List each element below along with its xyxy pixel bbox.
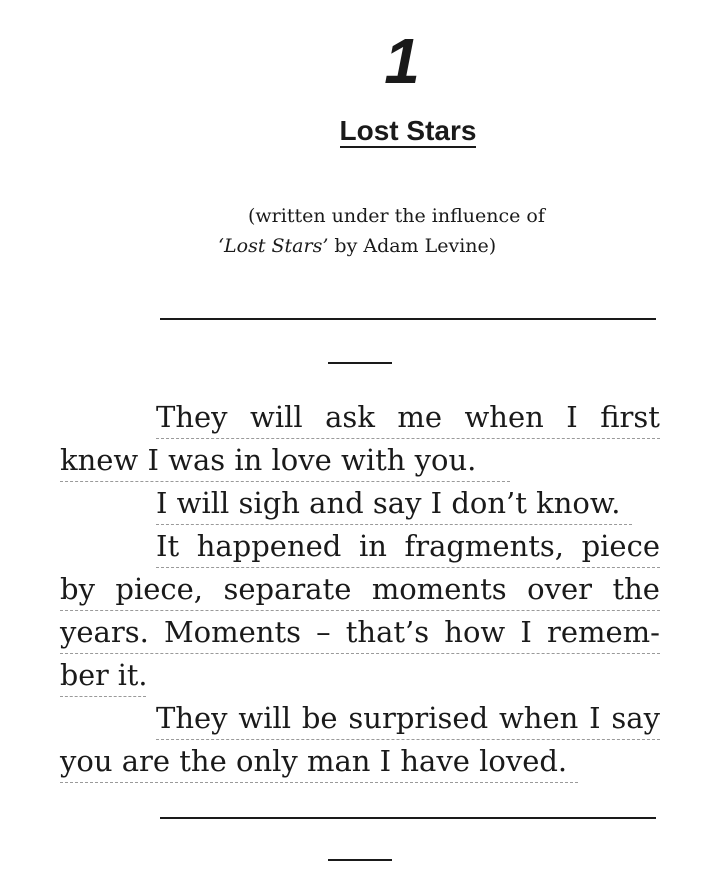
section-rule-short — [328, 362, 392, 364]
word: first — [600, 400, 660, 434]
word: when — [498, 701, 579, 735]
word: will — [250, 400, 303, 434]
body-line-5 — [60, 568, 660, 611]
word: over — [527, 572, 592, 606]
word: I — [566, 400, 578, 434]
body-line-8 — [156, 697, 660, 740]
word: – — [316, 615, 331, 649]
section-rule-long — [160, 318, 656, 320]
word: I — [520, 615, 532, 649]
section-rule-short-bottom — [328, 859, 392, 861]
word: surprised — [348, 701, 489, 735]
epigraph-song-title: ‘Lost Stars’ — [218, 235, 329, 257]
chapter-number: 1 — [384, 25, 420, 97]
word: how — [444, 615, 506, 649]
word: I — [589, 701, 601, 735]
word: me — [397, 400, 443, 434]
body-line-9: you are the only man I have loved. — [60, 740, 578, 783]
word: remem- — [547, 615, 660, 649]
word: fragments, — [404, 529, 565, 563]
epigraph-line-1: (written under the influence of — [248, 205, 545, 227]
body-line-1 — [156, 396, 660, 439]
word: happened — [196, 529, 342, 563]
word: by — [60, 572, 95, 606]
word: It — [156, 529, 180, 563]
word: that’s — [345, 615, 430, 649]
word: They — [156, 400, 228, 434]
word: piece — [581, 529, 660, 563]
epigraph-attribution: by Adam Levine) — [328, 235, 497, 257]
body-line-2: knew I was in love with you. — [60, 439, 510, 482]
word: years. — [60, 615, 149, 649]
epigraph-line-2 — [218, 231, 496, 261]
chapter-title — [0, 113, 720, 149]
word: separate — [223, 572, 352, 606]
word: piece, — [115, 572, 204, 606]
word: will — [238, 701, 292, 735]
word: moments — [371, 572, 507, 606]
body-line-6 — [60, 611, 660, 654]
word: They — [156, 701, 228, 735]
body-line-3: I will sigh and say I don’t know. — [156, 482, 632, 525]
word: Moments — [163, 615, 301, 649]
body-line-7: ber it. — [60, 654, 146, 697]
word: when — [464, 400, 544, 434]
section-rule-long-bottom — [160, 817, 656, 819]
word: the — [612, 572, 660, 606]
word: in — [358, 529, 387, 563]
word: be — [301, 701, 338, 735]
word: ask — [325, 400, 375, 434]
word: say — [611, 701, 660, 735]
body-line-4 — [156, 525, 660, 568]
chapter-title-text: Lost Stars — [339, 115, 477, 146]
